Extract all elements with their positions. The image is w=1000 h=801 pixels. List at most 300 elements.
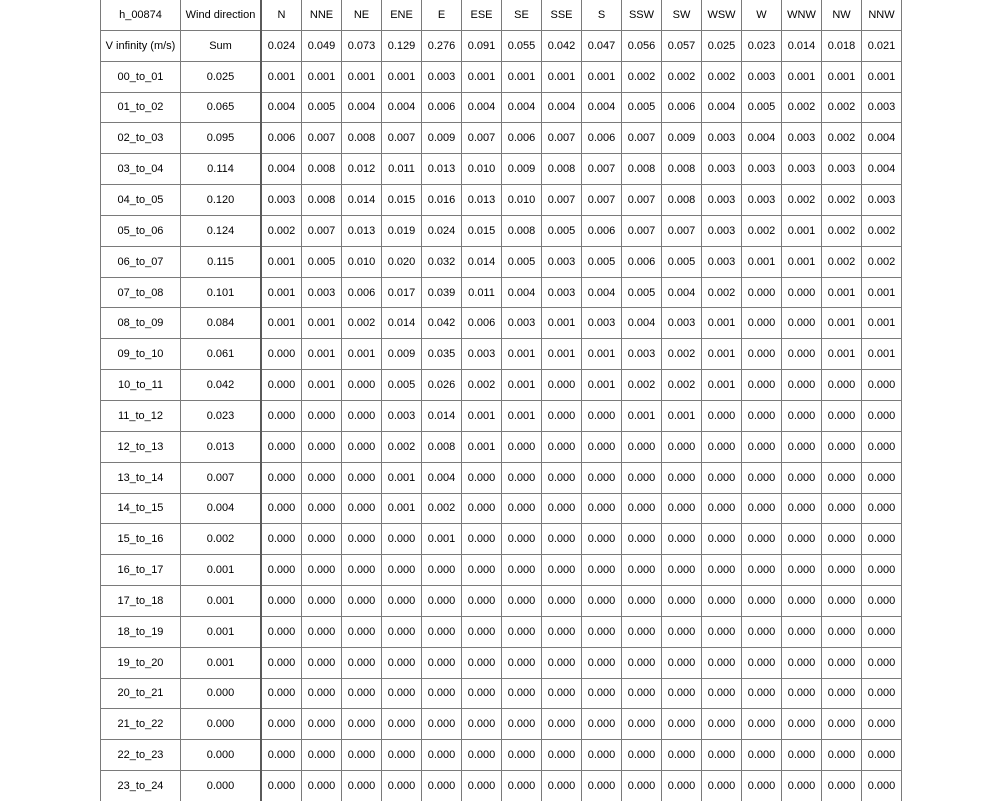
table-cell: 0.000 — [742, 740, 782, 771]
row-label: 03_to_04 — [101, 154, 181, 185]
table-cell: 0.001 — [822, 61, 862, 92]
table-cell: 0.005 — [382, 370, 422, 401]
table-cell: 0.002 — [662, 370, 702, 401]
table-cell: 0.003 — [662, 308, 702, 339]
table-cell: 0.010 — [502, 185, 542, 216]
row-sum: 0.115 — [181, 246, 262, 277]
table-cell: 0.000 — [462, 616, 502, 647]
table-cell: 0.001 — [542, 339, 582, 370]
table-cell: 0.003 — [542, 277, 582, 308]
row-label: 06_to_07 — [101, 246, 181, 277]
table-cell: 0.012 — [342, 154, 382, 185]
row-sum: 0.001 — [181, 586, 262, 617]
table-cell: 0.000 — [382, 771, 422, 801]
table-cell: 0.000 — [462, 709, 502, 740]
table-cell: 0.000 — [542, 616, 582, 647]
row-label: 01_to_02 — [101, 92, 181, 123]
table-cell: 0.000 — [261, 678, 302, 709]
summary-value: 0.057 — [662, 30, 702, 61]
table-cell: 0.000 — [822, 678, 862, 709]
table-cell: 0.008 — [662, 154, 702, 185]
table-cell: 0.001 — [261, 246, 302, 277]
table-cell: 0.007 — [582, 185, 622, 216]
row-label: 21_to_22 — [101, 709, 181, 740]
table-cell: 0.000 — [462, 771, 502, 801]
row-label: 16_to_17 — [101, 555, 181, 586]
summary-value: 0.055 — [502, 30, 542, 61]
table-cell: 0.004 — [582, 277, 622, 308]
table-cell: 0.007 — [622, 185, 662, 216]
table-cell: 0.000 — [542, 370, 582, 401]
table-cell: 0.000 — [782, 771, 822, 801]
table-cell: 0.000 — [662, 431, 702, 462]
table-cell: 0.000 — [502, 771, 542, 801]
table-cell: 0.006 — [622, 246, 662, 277]
table-cell: 0.000 — [862, 400, 902, 431]
table-cell: 0.000 — [862, 709, 902, 740]
table-row — [101, 647, 902, 678]
summary-value: 0.047 — [582, 30, 622, 61]
direction-header-sse: SSE — [542, 0, 582, 30]
table-cell: 0.000 — [862, 462, 902, 493]
row-sum: 0.001 — [181, 647, 262, 678]
table-cell: 0.000 — [422, 616, 462, 647]
table-cell: 0.000 — [622, 647, 662, 678]
summary-value: 0.023 — [742, 30, 782, 61]
table-cell: 0.005 — [582, 246, 622, 277]
table-cell: 0.002 — [782, 185, 822, 216]
table-cell: 0.008 — [302, 154, 342, 185]
table-cell: 0.000 — [261, 431, 302, 462]
table-row — [101, 370, 902, 401]
table-cell: 0.000 — [342, 771, 382, 801]
table-cell: 0.000 — [582, 709, 622, 740]
table-cell: 0.000 — [542, 462, 582, 493]
table-cell: 0.000 — [462, 678, 502, 709]
table-cell: 0.000 — [542, 431, 582, 462]
table-cell: 0.000 — [302, 524, 342, 555]
table-cell: 0.000 — [782, 555, 822, 586]
row-label: 07_to_08 — [101, 277, 181, 308]
table-cell: 0.003 — [742, 185, 782, 216]
row-sum: 0.002 — [181, 524, 262, 555]
table-cell: 0.001 — [582, 370, 622, 401]
table-cell: 0.000 — [302, 400, 342, 431]
table-cell: 0.000 — [782, 524, 822, 555]
table-cell: 0.001 — [662, 400, 702, 431]
table-cell: 0.006 — [342, 277, 382, 308]
table-cell: 0.001 — [702, 339, 742, 370]
table-cell: 0.000 — [462, 524, 502, 555]
table-cell: 0.001 — [302, 370, 342, 401]
table-cell: 0.000 — [462, 462, 502, 493]
direction-header: Wind direction — [181, 0, 262, 30]
table-cell: 0.000 — [261, 586, 302, 617]
table-cell: 0.000 — [342, 524, 382, 555]
table-cell: 0.003 — [382, 400, 422, 431]
table-row — [101, 678, 902, 709]
table-cell: 0.000 — [542, 524, 582, 555]
table-cell: 0.000 — [782, 493, 822, 524]
table-cell: 0.001 — [462, 400, 502, 431]
table-row — [101, 709, 902, 740]
table-cell: 0.000 — [342, 462, 382, 493]
table-cell: 0.001 — [261, 277, 302, 308]
table-cell: 0.004 — [422, 462, 462, 493]
summary-value: 0.049 — [302, 30, 342, 61]
table-cell: 0.000 — [582, 555, 622, 586]
table-cell: 0.000 — [582, 647, 622, 678]
table-cell: 0.005 — [622, 277, 662, 308]
table-cell: 0.002 — [782, 92, 822, 123]
table-cell: 0.004 — [261, 92, 302, 123]
table-cell: 0.000 — [502, 493, 542, 524]
table-cell: 0.003 — [742, 154, 782, 185]
table-cell: 0.017 — [382, 277, 422, 308]
table-cell: 0.003 — [782, 123, 822, 154]
direction-header-s: S — [582, 0, 622, 30]
table-cell: 0.000 — [582, 400, 622, 431]
table-cell: 0.008 — [342, 123, 382, 154]
table-cell: 0.004 — [502, 92, 542, 123]
table-cell: 0.000 — [302, 616, 342, 647]
table-cell: 0.011 — [382, 154, 422, 185]
table-cell: 0.000 — [462, 740, 502, 771]
table-cell: 0.008 — [622, 154, 662, 185]
table-cell: 0.000 — [382, 678, 422, 709]
table-cell: 0.000 — [702, 709, 742, 740]
row-label: 02_to_03 — [101, 123, 181, 154]
table-cell: 0.000 — [302, 555, 342, 586]
table-cell: 0.003 — [702, 215, 742, 246]
row-label: 08_to_09 — [101, 308, 181, 339]
table-cell: 0.001 — [622, 400, 662, 431]
table-cell: 0.000 — [862, 740, 902, 771]
table-cell: 0.002 — [822, 215, 862, 246]
table-cell: 0.007 — [462, 123, 502, 154]
table-cell: 0.000 — [702, 740, 742, 771]
table-cell: 0.000 — [702, 431, 742, 462]
table-cell: 0.004 — [462, 92, 502, 123]
table-cell: 0.002 — [702, 61, 742, 92]
table-cell: 0.002 — [342, 308, 382, 339]
table-row — [101, 277, 902, 308]
table-cell: 0.000 — [662, 555, 702, 586]
table-cell: 0.002 — [662, 339, 702, 370]
table-cell: 0.000 — [462, 647, 502, 678]
table-cell: 0.000 — [782, 462, 822, 493]
table-cell: 0.000 — [382, 555, 422, 586]
table-cell: 0.014 — [342, 185, 382, 216]
table-cell: 0.000 — [582, 740, 622, 771]
table-cell: 0.003 — [782, 154, 822, 185]
table-cell: 0.005 — [502, 246, 542, 277]
summary-value: 0.129 — [382, 30, 422, 61]
table-cell: 0.000 — [742, 524, 782, 555]
table-cell: 0.000 — [662, 647, 702, 678]
table-cell: 0.000 — [582, 616, 622, 647]
direction-header-nnw: NNW — [862, 0, 902, 30]
table-cell: 0.003 — [862, 185, 902, 216]
table-cell: 0.000 — [822, 555, 862, 586]
table-cell: 0.000 — [622, 462, 662, 493]
summary-value: 0.025 — [702, 30, 742, 61]
table-cell: 0.000 — [742, 647, 782, 678]
table-cell: 0.000 — [542, 771, 582, 801]
table-cell: 0.014 — [422, 400, 462, 431]
table-cell: 0.000 — [862, 555, 902, 586]
row-sum: 0.023 — [181, 400, 262, 431]
table-cell: 0.000 — [742, 308, 782, 339]
table-cell: 0.001 — [502, 370, 542, 401]
table-cell: 0.005 — [542, 215, 582, 246]
table-cell: 0.000 — [822, 740, 862, 771]
summary-value: 0.091 — [462, 30, 502, 61]
table-cell: 0.001 — [862, 277, 902, 308]
table-cell: 0.000 — [782, 277, 822, 308]
table-cell: 0.002 — [622, 370, 662, 401]
table-cell: 0.002 — [261, 215, 302, 246]
table-cell: 0.013 — [422, 154, 462, 185]
row-label: 00_to_01 — [101, 61, 181, 92]
table-cell: 0.000 — [822, 400, 862, 431]
table-cell: 0.000 — [582, 678, 622, 709]
table-cell: 0.003 — [261, 185, 302, 216]
table-cell: 0.007 — [622, 123, 662, 154]
table-cell: 0.000 — [302, 431, 342, 462]
table-cell: 0.003 — [622, 339, 662, 370]
table-cell: 0.007 — [582, 154, 622, 185]
table-cell: 0.000 — [822, 370, 862, 401]
table-cell: 0.000 — [582, 586, 622, 617]
table-cell: 0.001 — [542, 61, 582, 92]
table-cell: 0.000 — [702, 400, 742, 431]
row-label: 13_to_14 — [101, 462, 181, 493]
table-cell: 0.000 — [662, 462, 702, 493]
table-cell: 0.000 — [502, 678, 542, 709]
table-cell: 0.004 — [382, 92, 422, 123]
summary-value: 0.024 — [261, 30, 302, 61]
wind-distribution-table — [100, 0, 902, 801]
table-cell: 0.000 — [822, 616, 862, 647]
table-cell: 0.000 — [382, 524, 422, 555]
table-cell: 0.001 — [502, 400, 542, 431]
table-cell: 0.000 — [622, 431, 662, 462]
table-row — [101, 400, 902, 431]
table-cell: 0.000 — [742, 586, 782, 617]
direction-header-ene: ENE — [382, 0, 422, 30]
table-cell: 0.002 — [622, 61, 662, 92]
table-cell: 0.001 — [302, 339, 342, 370]
table-cell: 0.020 — [382, 246, 422, 277]
table-cell: 0.042 — [422, 308, 462, 339]
table-cell: 0.035 — [422, 339, 462, 370]
table-cell: 0.006 — [502, 123, 542, 154]
table-cell: 0.008 — [302, 185, 342, 216]
row-sum: 0.065 — [181, 92, 262, 123]
table-cell: 0.001 — [342, 61, 382, 92]
table-cell: 0.000 — [261, 740, 302, 771]
direction-header-wnw: WNW — [782, 0, 822, 30]
table-cell: 0.007 — [542, 123, 582, 154]
table-cell: 0.000 — [822, 771, 862, 801]
table-cell: 0.001 — [382, 493, 422, 524]
table-cell: 0.000 — [542, 647, 582, 678]
table-cell: 0.000 — [261, 771, 302, 801]
table-cell: 0.004 — [582, 92, 622, 123]
table-cell: 0.000 — [422, 555, 462, 586]
direction-header-wsw: WSW — [702, 0, 742, 30]
table-row — [101, 740, 902, 771]
table-cell: 0.000 — [422, 586, 462, 617]
table-cell: 0.006 — [582, 123, 622, 154]
table-cell: 0.001 — [862, 61, 902, 92]
table-cell: 0.004 — [342, 92, 382, 123]
table-cell: 0.000 — [862, 771, 902, 801]
table-cell: 0.002 — [822, 92, 862, 123]
table-cell: 0.000 — [622, 586, 662, 617]
table-cell: 0.000 — [742, 771, 782, 801]
direction-header-ese: ESE — [462, 0, 502, 30]
table-cell: 0.000 — [622, 709, 662, 740]
table-cell: 0.001 — [542, 308, 582, 339]
table-cell: 0.000 — [261, 339, 302, 370]
row-label: 14_to_15 — [101, 493, 181, 524]
table-cell: 0.013 — [462, 185, 502, 216]
table-cell: 0.000 — [822, 647, 862, 678]
summary-value: 0.276 — [422, 30, 462, 61]
table-cell: 0.000 — [702, 647, 742, 678]
table-cell: 0.001 — [422, 524, 462, 555]
table-cell: 0.001 — [261, 61, 302, 92]
row-label: 18_to_19 — [101, 616, 181, 647]
table-cell: 0.000 — [702, 586, 742, 617]
table-cell: 0.000 — [302, 462, 342, 493]
table-cell: 0.001 — [462, 431, 502, 462]
table-cell: 0.000 — [582, 431, 622, 462]
table-cell: 0.009 — [422, 123, 462, 154]
table-cell: 0.006 — [462, 308, 502, 339]
table-cell: 0.004 — [702, 92, 742, 123]
table-cell: 0.000 — [862, 616, 902, 647]
summary-sum-label: Sum — [181, 30, 262, 61]
table-row — [101, 61, 902, 92]
table-cell: 0.001 — [302, 308, 342, 339]
table-cell: 0.000 — [622, 740, 662, 771]
row-sum: 0.001 — [181, 616, 262, 647]
table-cell: 0.003 — [702, 154, 742, 185]
table-cell: 0.001 — [862, 339, 902, 370]
table-cell: 0.000 — [462, 555, 502, 586]
table-cell: 0.009 — [502, 154, 542, 185]
table-cell: 0.000 — [742, 400, 782, 431]
table-cell: 0.000 — [261, 647, 302, 678]
table-cell: 0.000 — [261, 555, 302, 586]
table-cell: 0.010 — [342, 246, 382, 277]
table-cell: 0.000 — [382, 740, 422, 771]
table-cell: 0.004 — [542, 92, 582, 123]
table-cell: 0.000 — [702, 493, 742, 524]
table-cell: 0.000 — [822, 462, 862, 493]
table-cell: 0.000 — [542, 678, 582, 709]
table-cell: 0.010 — [462, 154, 502, 185]
table-cell: 0.008 — [662, 185, 702, 216]
table-cell: 0.001 — [502, 339, 542, 370]
row-sum: 0.025 — [181, 61, 262, 92]
table-cell: 0.000 — [422, 678, 462, 709]
table-body — [101, 0, 902, 801]
table-cell: 0.000 — [582, 493, 622, 524]
row-label: 22_to_23 — [101, 740, 181, 771]
table-cell: 0.000 — [662, 524, 702, 555]
table-cell: 0.000 — [662, 709, 702, 740]
direction-header-ne: NE — [342, 0, 382, 30]
summary-value: 0.018 — [822, 30, 862, 61]
table-cell: 0.005 — [622, 92, 662, 123]
table-cell: 0.000 — [382, 616, 422, 647]
table-cell: 0.002 — [702, 277, 742, 308]
table-cell: 0.001 — [862, 308, 902, 339]
table-cell: 0.011 — [462, 277, 502, 308]
table-cell: 0.001 — [702, 370, 742, 401]
direction-header-se: SE — [502, 0, 542, 30]
table-cell: 0.000 — [782, 400, 822, 431]
table-cell: 0.000 — [782, 431, 822, 462]
table-cell: 0.000 — [822, 493, 862, 524]
row-sum: 0.084 — [181, 308, 262, 339]
table-cell: 0.000 — [822, 709, 862, 740]
table-cell: 0.000 — [822, 586, 862, 617]
row-label: 11_to_12 — [101, 400, 181, 431]
table-cell: 0.006 — [662, 92, 702, 123]
table-cell: 0.000 — [662, 740, 702, 771]
table-cell: 0.000 — [342, 616, 382, 647]
table-row — [101, 123, 902, 154]
table-cell: 0.002 — [862, 246, 902, 277]
table-row — [101, 493, 902, 524]
table-cell: 0.000 — [742, 370, 782, 401]
table-cell: 0.001 — [822, 308, 862, 339]
table-cell: 0.007 — [662, 215, 702, 246]
table-cell: 0.000 — [382, 709, 422, 740]
table-cell: 0.002 — [822, 123, 862, 154]
row-label: 10_to_11 — [101, 370, 181, 401]
table-cell: 0.000 — [462, 586, 502, 617]
row-label: 19_to_20 — [101, 647, 181, 678]
table-cell: 0.006 — [261, 123, 302, 154]
table-cell: 0.007 — [302, 215, 342, 246]
table-cell: 0.000 — [782, 647, 822, 678]
table-cell: 0.000 — [862, 647, 902, 678]
table-cell: 0.000 — [502, 647, 542, 678]
row-sum: 0.000 — [181, 709, 262, 740]
table-cell: 0.006 — [422, 92, 462, 123]
table-row — [101, 555, 902, 586]
row-sum: 0.120 — [181, 185, 262, 216]
table-cell: 0.004 — [662, 277, 702, 308]
table-cell: 0.000 — [862, 678, 902, 709]
table-cell: 0.002 — [662, 61, 702, 92]
table-cell: 0.001 — [502, 61, 542, 92]
table-cell: 0.000 — [261, 524, 302, 555]
table-cell: 0.001 — [782, 215, 822, 246]
direction-header-nw: NW — [822, 0, 862, 30]
table-cell: 0.003 — [582, 308, 622, 339]
table-cell: 0.000 — [422, 647, 462, 678]
table-cell: 0.000 — [622, 616, 662, 647]
table-cell: 0.000 — [542, 400, 582, 431]
table-cell: 0.000 — [742, 678, 782, 709]
